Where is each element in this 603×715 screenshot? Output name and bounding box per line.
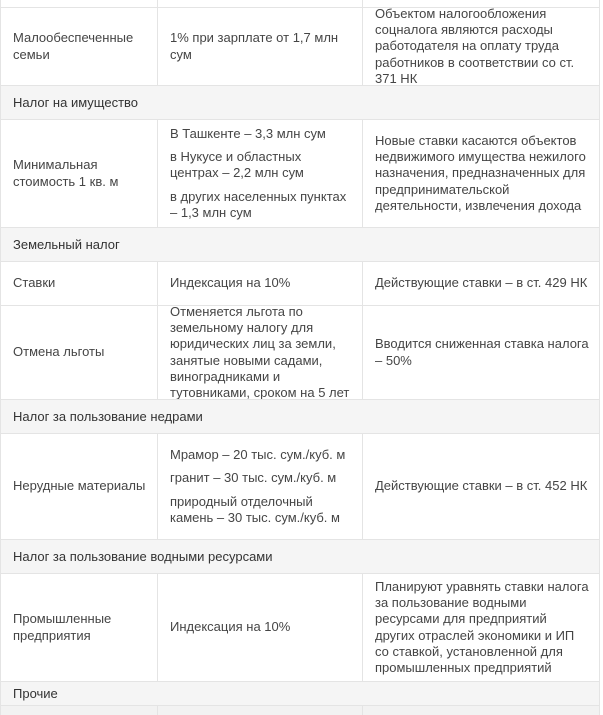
cell-note — [363, 574, 600, 681]
table-row-min-cost-sqm — [1, 120, 600, 228]
rate-line: в Нукусе и областных центрах – 2,2 млн сум — [170, 149, 304, 181]
category-label: Промышленные предприятия — [13, 611, 112, 643]
note-text: Вводится сниженная ставка налога – 50% — [375, 336, 589, 368]
note-text: Действующие ставки – в ст. 429 НК — [375, 275, 588, 291]
cell-category — [1, 574, 158, 681]
section-title: Налог за пользование недрами — [13, 409, 203, 424]
category-label: Отмена льготы — [13, 344, 105, 360]
note-text: Планируют уравнять ставки налога за пользование водными ресурсами для предприятий других отраслей экономики и ИП со ставкой, установленной для промышленных предприятий — [375, 578, 589, 675]
table-cell — [1, 706, 158, 715]
cell-rate — [158, 574, 363, 681]
rate-text: Индексация на 10% — [170, 275, 291, 291]
table-cell — [363, 706, 600, 715]
cell-note — [363, 262, 600, 305]
cell-category — [1, 120, 158, 227]
section-header-subsoil-tax — [1, 400, 600, 434]
rate-text: Индексация на 10% — [170, 619, 291, 635]
section-header-other — [1, 682, 600, 706]
table-row-industrial-enterprises — [1, 574, 600, 682]
rate-line: природный отделочный камень – 30 тыс. сум./куб. м — [170, 493, 340, 525]
cell-category — [1, 306, 158, 399]
table-cell — [158, 706, 363, 715]
table-cell — [363, 0, 600, 8]
table-row-land-rates — [1, 262, 600, 306]
table-row-benefit-cancellation — [1, 306, 600, 400]
section-title: Налог на имущество — [13, 95, 139, 110]
note-text: Объектом налогообложения соцналога являются расходы работодателя на оплату труда работников в соответствии со ст. 371 НК — [375, 8, 575, 85]
table-cell — [158, 0, 363, 8]
cell-rate — [158, 434, 363, 539]
cell-rate — [158, 120, 363, 227]
cell-category — [1, 8, 158, 85]
note-text: Действующие ставки – в ст. 452 НК — [375, 478, 588, 494]
category-label: Нерудные материалы — [13, 478, 146, 494]
table-row-low-income-families — [1, 8, 600, 86]
section-title: Налог за пользование водными ресурсами — [13, 549, 273, 564]
note-text: Новые ставки касаются объектов недвижимого имущества нежилого назначения, предназначенных для предпринимательской деятельности, извлечения дохода — [375, 132, 586, 213]
cell-note — [363, 120, 600, 227]
rate-text: Отменяется льгота по земельному налогу для юридических лиц за земли, занятые новыми садами, виноградниками и тутовниками, сроком на 5 лет — [170, 306, 350, 399]
section-header-land-tax — [1, 228, 600, 262]
category-label: Малообеспеченные семьи — [13, 30, 134, 62]
cell-category — [1, 434, 158, 539]
cell-rate — [158, 8, 363, 85]
rate-line: в других населенных пунктах – 1,3 млн сум — [170, 188, 347, 220]
section-title: Земельный налог — [13, 237, 120, 252]
table-row-partial-bottom — [1, 706, 600, 715]
rate-line: В Ташкенте – 3,3 млн сум — [170, 125, 326, 141]
cell-category — [1, 262, 158, 305]
cell-note — [363, 434, 600, 539]
section-header-water-tax — [1, 540, 600, 574]
section-title: Прочие — [13, 686, 58, 701]
category-label: Ставки — [13, 275, 56, 291]
category-label: Минимальная стоимость 1 кв. м — [13, 157, 119, 189]
table-row-nonmetallic-materials — [1, 434, 600, 540]
rate-text: 1% при зарплате от 1,7 млн сум — [170, 30, 339, 62]
cell-rate — [158, 262, 363, 305]
cell-rate — [158, 306, 363, 399]
table-cell — [1, 0, 158, 8]
cell-note — [363, 8, 600, 85]
rate-line: гранит – 30 тыс. сум./куб. м — [170, 470, 337, 486]
table-row-partial-top — [1, 0, 600, 8]
section-header-property-tax — [1, 86, 600, 120]
cell-note — [363, 306, 600, 399]
rate-line: Мрамор – 20 тыс. сум./куб. м — [170, 447, 346, 462]
